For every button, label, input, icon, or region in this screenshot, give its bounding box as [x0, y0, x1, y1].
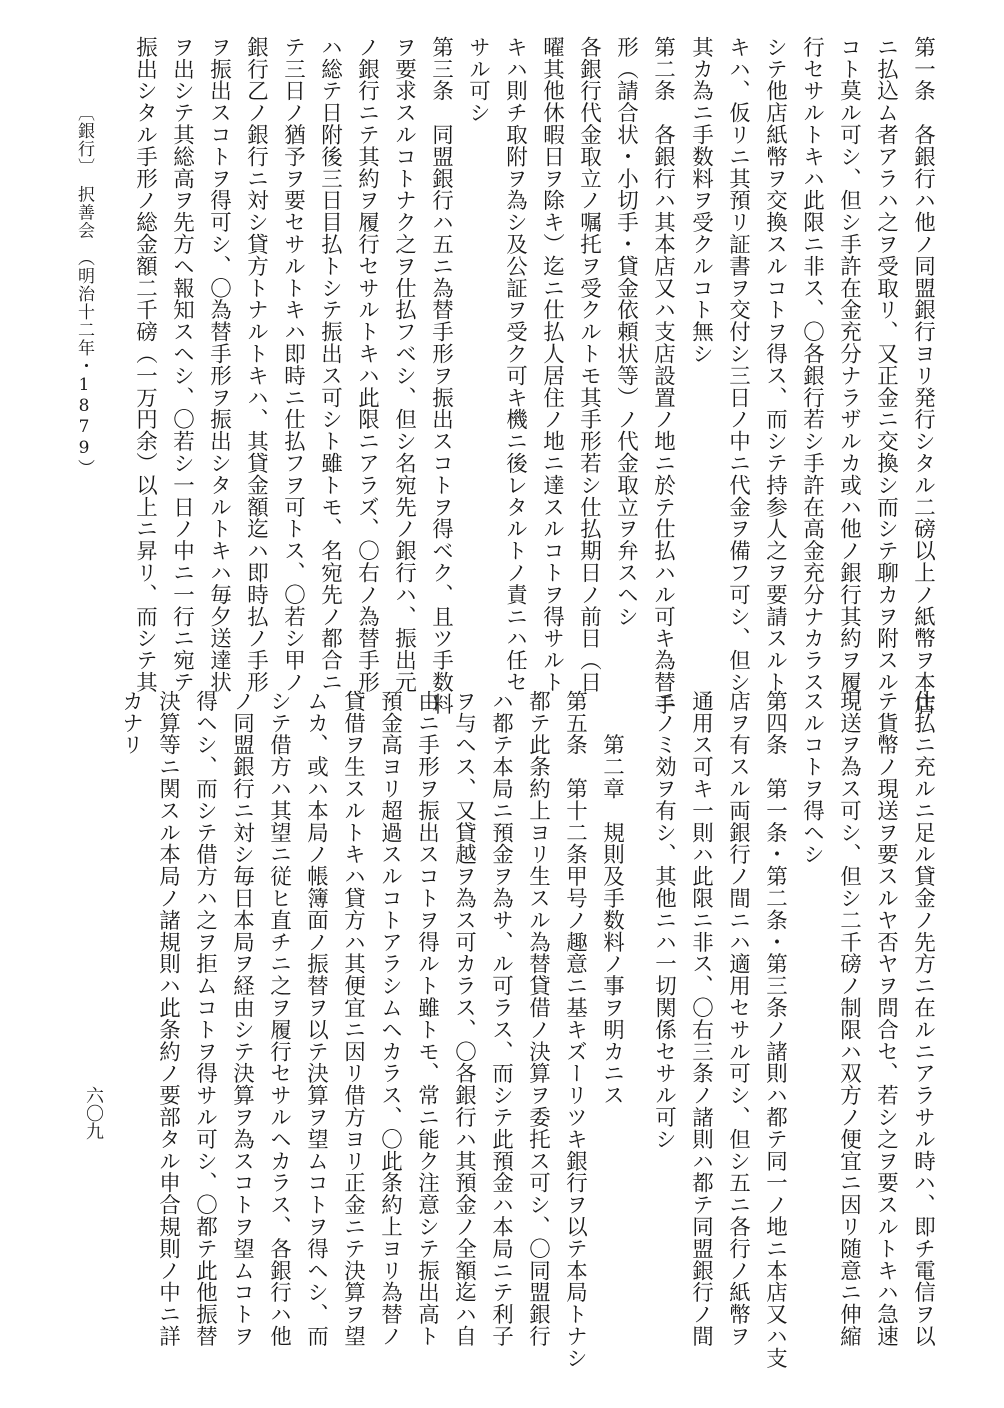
text-column: 各銀行代金取立ノ嘱托ヲ受クルトモ其手形若シ仕払期日ノ前日（日 [576, 36, 602, 693]
page-number: 六〇九 [83, 1086, 104, 1140]
text-column: ニ払込ム者アラハ之ヲ受取リ、又正金ニ交換シ而シテ聊カヲ附スル [873, 36, 899, 693]
text-column: テ貨幣ノ現送ヲ要スルヤ否ヤヲ問合セ、若シ之ヲ要スルトキハ急速 [873, 690, 899, 1347]
text-column: 第一条 各銀行ハ他ノ同盟銀行ヨリ発行シタル二磅以上ノ紙幣ヲ本店 [910, 36, 936, 715]
text-column: 由ニ手形ヲ振出スコトヲ得ルト雖トモ、常ニ能ク注意シテ振出高ト [414, 690, 440, 1347]
text-column: 曜其他休暇日ヲ除キ）迄ニ仕払人居住ノ地ニ達スルコトヲ得サルト [539, 36, 565, 693]
text-column: ノ銀行ニテ其約ヲ履行セサルトキハ此限ニアラズ、〇右ノ為替手形 [354, 36, 380, 693]
chapter-heading: 第二章 規則及手数料ノ事ヲ明カニス [599, 690, 625, 1107]
text-column: ニノミ効ヲ有シ、其他ニハ一切関係セサル可シ [651, 690, 677, 1150]
text-column: シテ借方ハ其望ニ従ヒ直チニ之ヲ履行セサルヘカラス、各銀行ハ他 [266, 690, 292, 1347]
text-column: ノ同盟銀行ニ対シ毎日本局ヲ経由シテ決算ヲ為スコトヲ望ムコトヲ [229, 690, 255, 1347]
text-column: ヲ出シテ其総高ヲ先方ヘ報知スヘシ、〇若シ一日ノ中ニ一行ニ宛テ [169, 36, 195, 693]
text-column: 都テ此条約上ヨリ生スル為替貸借ノ決算ヲ委托ス可シ、〇同盟銀行 [525, 690, 551, 1347]
text-column: 預金高ヨリ超過スルコトアラシムヘカラス、〇此条約上ヨリ為替ノ [377, 690, 403, 1347]
text-column: ヲ与ヘス、又貸越ヲ為ス可カラス、〇各銀行ハ其預金ノ全額迄ハ自 [451, 690, 477, 1347]
text-column: 行セサルトキハ此限ニ非ス、〇各銀行若シ手許在高金充分ナカラス [799, 36, 825, 693]
text-column: 現送ヲ為ス可シ、但シ二千磅ノ制限ハ双方ノ便宜ニ因リ随意ニ伸縮 [836, 690, 862, 1347]
text-column: ハ都テ本局ニ預金ヲ為サ、ル可ラス、而シテ此預金ハ本局ニテ利子 [488, 690, 514, 1347]
article-5-heading: 第五条 第十二条甲号ノ趣意ニ基キズーリツキ銀行ヲ以テ本局トナシ [562, 690, 588, 1369]
text-column: コト莫ル可シ、但シ手許在金充分ナラザルカ或ハ他ノ銀行其約ヲ履 [836, 36, 862, 693]
text-column: ハ総テ日附後三日目払トシテ振出ス可シト雖トモ、名宛先ノ都合ニ [317, 36, 343, 693]
text-column: 貸借ヲ生スルトキハ貸方ハ其便宜ニ因リ借方ヨリ正金ニテ決算ヲ望 [340, 690, 366, 1347]
text-column: 其カ為ニ手数料ヲ受クルコト無シ [688, 36, 714, 365]
text-column: ヲ振出スコトヲ得可シ、〇為替手形ヲ振出シタルトキハ毎夕送達状 [206, 36, 232, 693]
running-head: 〔銀行〕 択善会 （明治十二年・1879） [74, 104, 94, 477]
text-column: ヲ要求スルコトナク之ヲ仕払フベシ、但シ名宛先ノ銀行ハ、振出元 [391, 36, 417, 693]
text-column: 決算等ニ関スル本局ノ諸規則ハ此条約ノ要部タル申合規則ノ中ニ詳 [155, 690, 181, 1347]
text-column: カナリ [118, 690, 144, 756]
text-column: シテ他店紙幣ヲ交換スルコトヲ得ス、而シテ持参人之ヲ要請スルト [762, 36, 788, 693]
text-column: キハ、仮リニ其預リ証書ヲ交付シ三日ノ中ニ代金ヲ備フ可シ、但シ [725, 36, 751, 693]
text-column: 通用ス可キ一則ハ此限ニ非ス、〇右三条ノ諸則ハ都テ同盟銀行ノ間 [688, 690, 714, 1347]
article-4-heading: 第四条 第一条・第二条・第三条ノ諸則ハ都テ同一ノ地ニ本店又ハ支 [762, 690, 788, 1369]
article-2-heading: 第二条 各銀行ハ其本店又ハ支店設置ノ地ニ於テ仕払ハル可キ為替手 [650, 36, 676, 715]
text-column: 得ヘシ、而シテ借方ハ之ヲ拒ムコトヲ得サル可シ、〇都テ此他振替 [192, 690, 218, 1347]
text-column: サル可シ [465, 36, 491, 124]
article-3-heading: 第三条 同盟銀行ハ五ニ為替手形ヲ振出スコトヲ得ベク、且ツ手数料 [428, 36, 454, 715]
text-column: 振出シタル手形ノ総金額二千磅（一万円余）以上ニ昇リ、而シテ其 [132, 36, 158, 693]
text-column: キハ則チ取附ヲ為シ及公証ヲ受ク可キ機ニ後レタルトノ責ニハ任セ [502, 36, 528, 693]
text-column: 形（請合状・小切手・貸金依頼状等）ノ代金取立ヲ弁スヘシ [613, 36, 639, 628]
text-column: ムカ、或ハ本局ノ帳簿面ノ振替ヲ以テ決算ヲ望ムコトヲ得ヘシ、而 [303, 690, 329, 1347]
text-column: テ三日ノ猶予ヲ要セサルトキハ即時ニ仕払フヲ可トス、〇若シ甲ノ [280, 36, 306, 693]
text-column: 店ヲ有スル両銀行ノ間ニハ適用セサル可シ、但シ五ニ各行ノ紙幣ヲ [725, 690, 751, 1347]
text-column: 仕払ニ充ルニ足ル貸金ノ先方ニ在ルニアラサル時ハ、即チ電信ヲ以 [910, 690, 936, 1347]
text-column: スルコトヲ得ヘシ [799, 690, 825, 866]
text-column: 銀行乙ノ銀行ニ対シ貸方トナルトキハ、其貸金額迄ハ即時払ノ手形 [243, 36, 269, 693]
